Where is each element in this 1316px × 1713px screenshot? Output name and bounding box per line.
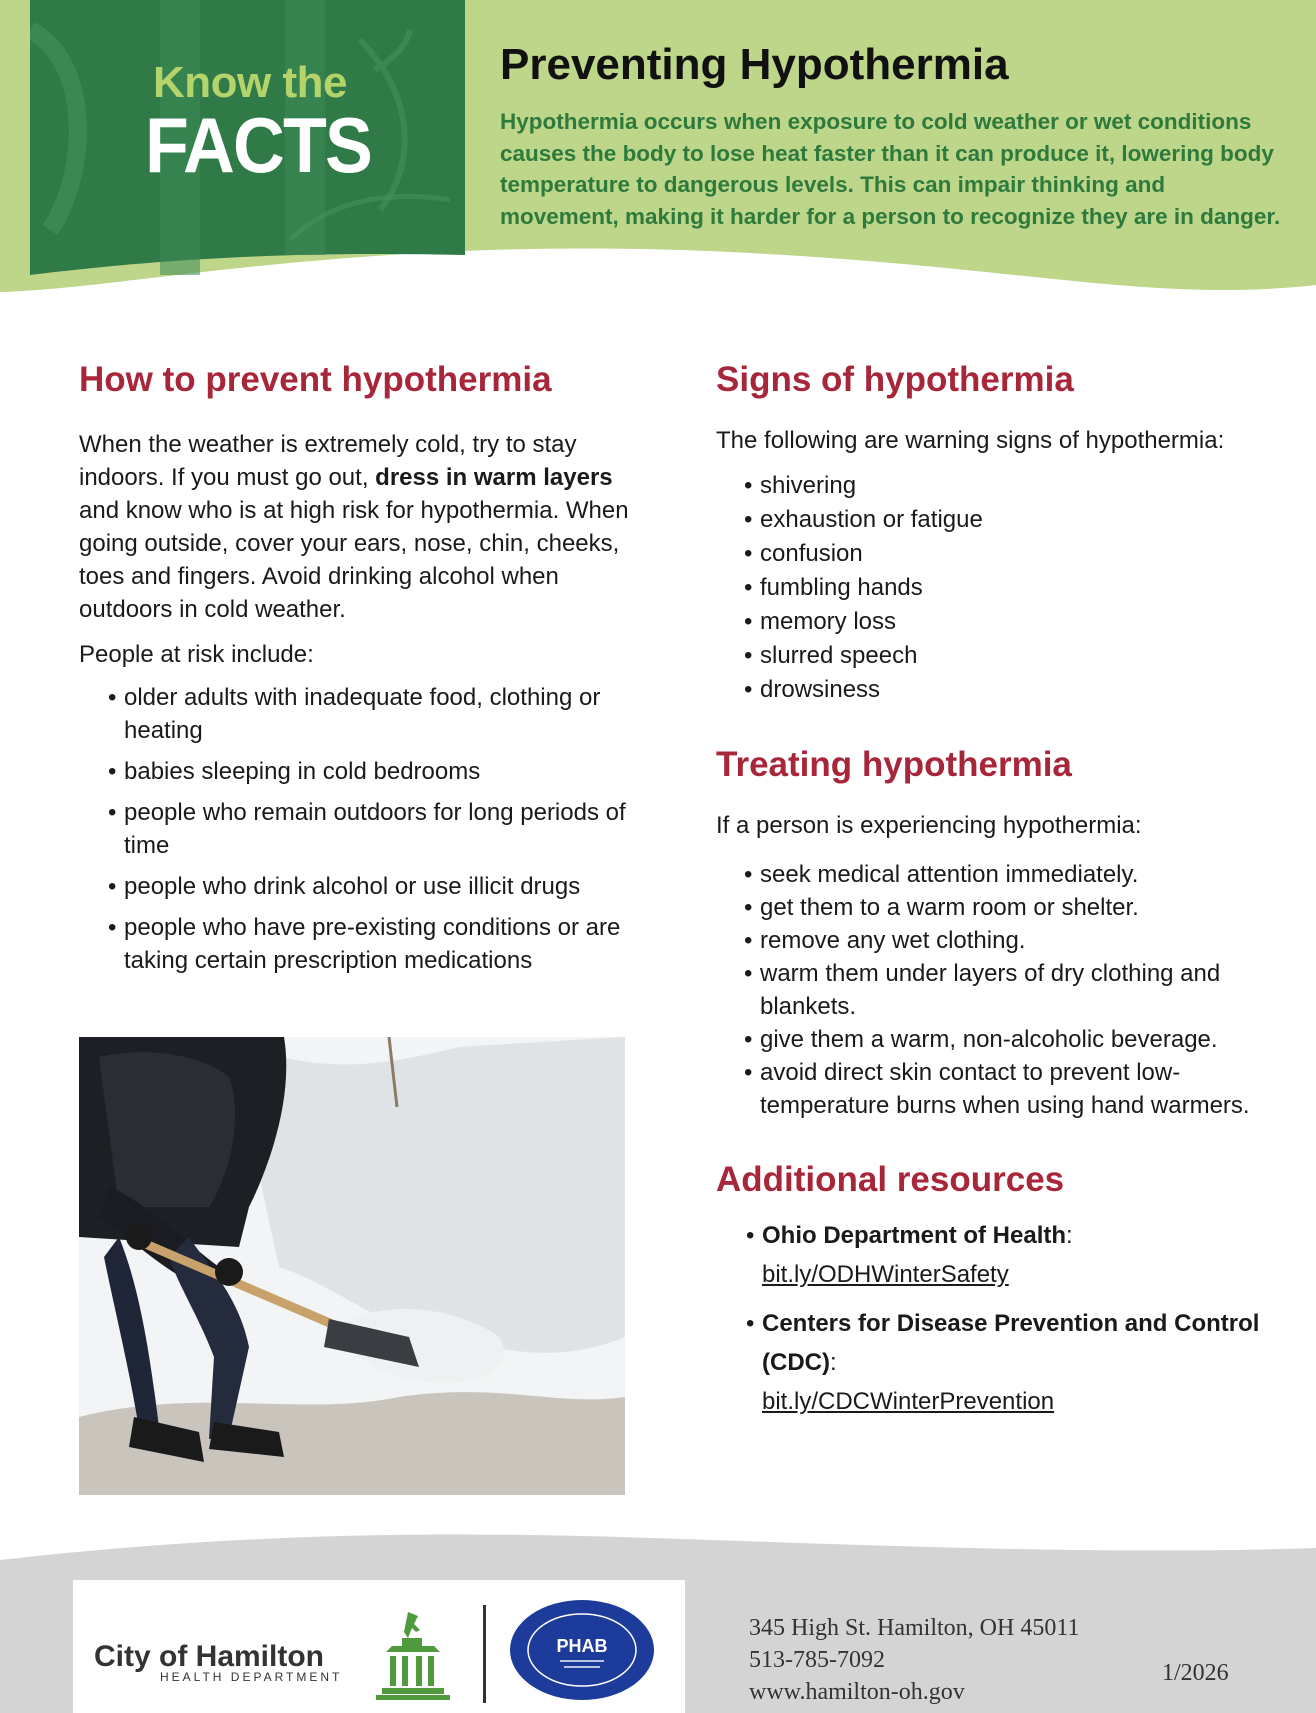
- list-item: • people who have pre-existing conditions or are taking certain prescription medications: [124, 911, 639, 977]
- list-item: • exhaustion or fatigue: [760, 503, 1296, 537]
- list-item: • seek medical attention immediately.: [760, 858, 1296, 891]
- resources-list: [762, 1216, 1296, 1421]
- list-item: • slurred speech: [760, 639, 1296, 673]
- signs-intro: The following are warning signs of hypothermia:: [716, 427, 1225, 454]
- brand-facts: FACTS: [145, 101, 372, 189]
- list-item: • people who remain outdoors for long periods of time: [124, 796, 639, 862]
- list-item: • fumbling hands: [760, 571, 1296, 605]
- prevent-section: [79, 360, 639, 985]
- treating-intro: If a person is experiencing hypothermia:: [716, 812, 1142, 839]
- signs-list: [760, 469, 1296, 707]
- city-name: City of Hamilton: [94, 1640, 324, 1673]
- risk-list: [124, 681, 639, 977]
- list-item: • get them to a warm room or shelter.: [760, 891, 1296, 924]
- publication-date: 1/2026: [1162, 1660, 1229, 1686]
- list-item: • memory loss: [760, 605, 1296, 639]
- signs-heading: Signs of hypothermia: [716, 360, 1074, 399]
- intro-paragraph: Hypothermia occurs when exposure to cold weather or wet conditions causes the body to lose heat faster than it can produce it, lowering body temperature to dangerous levels. This can impair thinking and movement, making it harder for a person to recognize they are in danger.: [500, 109, 1281, 229]
- page-title: Preventing Hypothermia: [500, 40, 1009, 89]
- resources-heading: Additional resources: [716, 1160, 1065, 1199]
- treating-list: [760, 858, 1296, 1122]
- resource-item: • Centers for Disease Prevention and Control (CDC): bit.ly/CDCWinterPrevention: [762, 1304, 1296, 1421]
- prevent-text-a: When the weather is extremely cold, try to stay indoors. If you must go out,: [79, 431, 577, 491]
- resource-item: • Ohio Department of Health: bit.ly/ODHWinterSafety: [762, 1216, 1296, 1294]
- cdc-link[interactable]: bit.ly/CDCWinterPrevention: [762, 1388, 1055, 1415]
- list-item: • avoid direct skin contact to prevent low-temperature burns when using hand warmers.: [760, 1056, 1296, 1122]
- phab-logo-text: PHAB: [556, 1636, 608, 1656]
- prevent-text-b: and know who is at high risk for hypothermia. When going outside, cover your ears, nose, chin, cheeks, toes and fingers. Avoid drinking alcohol when outdoors in cold weather.: [79, 497, 629, 623]
- list-item: • older adults with inadequate food, clothing or heating: [124, 681, 639, 747]
- list-item: • remove any wet clothing.: [760, 924, 1296, 957]
- footer-divider: [483, 1605, 486, 1703]
- risk-intro: People at risk include:: [79, 641, 314, 668]
- list-item: • babies sleeping in cold bedrooms: [124, 755, 639, 788]
- address-phone: 513-785-7092: [749, 1647, 885, 1673]
- list-item: • confusion: [760, 537, 1296, 571]
- list-item: • drowsiness: [760, 673, 1296, 707]
- city-dept: HEALTH DEPARTMENT: [160, 1670, 343, 1684]
- list-item: • give them a warm, non-alcoholic beverage.: [760, 1023, 1296, 1056]
- snow-shoveling-photo: [79, 1037, 625, 1495]
- resource-org: Centers for Disease Prevention and Control (CDC): [762, 1310, 1260, 1376]
- list-item: • shivering: [760, 469, 1296, 503]
- odh-link[interactable]: bit.ly/ODHWinterSafety: [762, 1261, 1009, 1288]
- prevent-text-bold: dress in warm layers: [375, 464, 613, 491]
- right-column: [716, 360, 1296, 1431]
- brand-know: Know the: [153, 58, 347, 107]
- address-block: [749, 1612, 1079, 1708]
- list-item: • people who drink alcohol or use illicit drugs: [124, 870, 639, 903]
- prevent-heading: How to prevent hypothermia: [79, 360, 552, 399]
- list-item: • warm them under layers of dry clothing and blankets.: [760, 957, 1296, 1023]
- resource-org: Ohio Department of Health: [762, 1222, 1067, 1249]
- treating-heading: Treating hypothermia: [716, 745, 1072, 784]
- address-street: 345 High St. Hamilton, OH 45011: [749, 1615, 1080, 1641]
- address-website: www.hamilton-oh.gov: [749, 1679, 965, 1705]
- prevent-paragraph: [79, 428, 639, 626]
- phab-accreditation-seal-icon: [508, 1598, 656, 1702]
- city-building-icon: [372, 1610, 454, 1700]
